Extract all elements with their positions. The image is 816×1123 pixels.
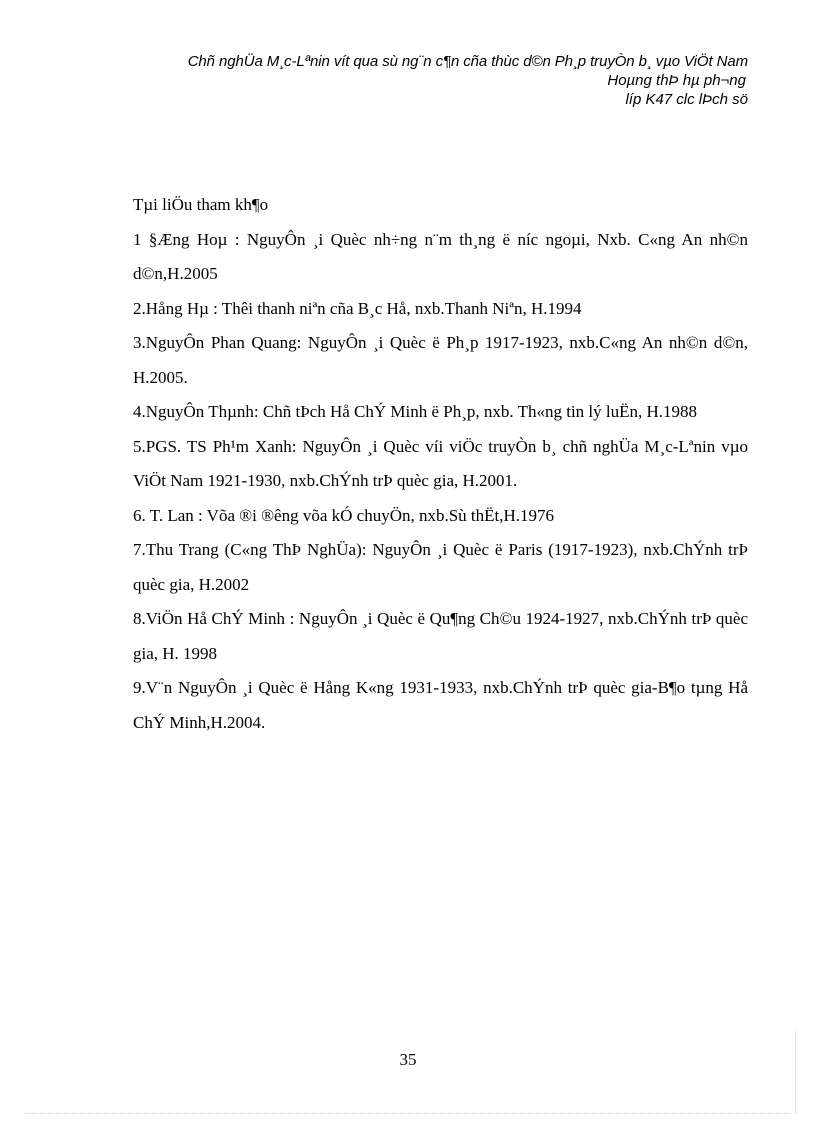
reference-item: 8.ViÖn Hå ChÝ Minh : NguyÔn ¸i Quèc ë Qu¶ng Ch©u 1924-1927, nxb.ChÝnh trÞ quèc gia, H. 1998	[133, 609, 748, 663]
page-border-right	[795, 1030, 796, 1113]
header-class: líp K47 clc lÞch sö	[625, 91, 748, 108]
header-author: Hoµng thÞ hµ ph¬ng	[607, 72, 746, 89]
reference-item: 7.Thu Trang (C«ng ThÞ NghÜa): NguyÔn ¸i Quèc ë Paris (1917-1923), nxb.ChÝnh trÞ quèc gia, H.2002	[133, 540, 748, 594]
running-header	[188, 52, 748, 109]
reference-item: 3.NguyÔn Phan Quang: NguyÔn ¸i Quèc ë Ph¸p 1917-1923, nxb.C«ng An nh©n d©n, H.2005.	[133, 333, 748, 387]
reference-item: 6. T. Lan : Võa ®i ®êng võa kÓ chuyÖn, nxb.Sù thËt,H.1976	[133, 505, 555, 525]
reference-item: 5.PGS. TS Ph¹m Xanh: NguyÔn ¸i Quèc víi viÖc truyÒn b¸ chñ nghÜa M¸c-Lªnin vµo ViÖt Nam 1921-1930, nxb.ChÝnh trÞ quèc gia, H.2001.	[133, 436, 748, 490]
reference-item: 2.Hång Hµ : Thêi thanh niªn cña B¸c Hå, nxb.Thanh Niªn, H.1994	[133, 298, 582, 318]
reference-item: 9.V¨n NguyÔn ¸i Quèc ë Hång K«ng 1931-1933, nxb.ChÝnh trÞ quèc gia-B¶o tµng Hå ChÝ Minh,H.2004.	[133, 678, 748, 732]
section-heading: Tµi liÖu tham kh¶o	[133, 195, 269, 214]
header-title: Chñ nghÜa M¸c-Lªnin vít qua sù ng¨n c¶n cña thùc d©n Ph¸p truyÒn b¸ vµo ViÖt Nam	[187, 53, 748, 70]
references-section	[133, 188, 748, 740]
page-number: 35	[399, 1050, 417, 1069]
reference-item: 1 §Æng Hoµ : NguyÔn ¸i Quèc nh÷ng n¨m th¸ng ë níc ngoµi, Nxb. C«ng An nh©n d©n,H.2005	[133, 229, 748, 283]
reference-item: 4.NguyÔn Thµnh: Chñ tÞch Hå ChÝ Minh ë Ph¸p, nxb. Th«ng tin lý luËn, H.1988	[133, 402, 698, 421]
page-border-bottom	[25, 1113, 791, 1114]
